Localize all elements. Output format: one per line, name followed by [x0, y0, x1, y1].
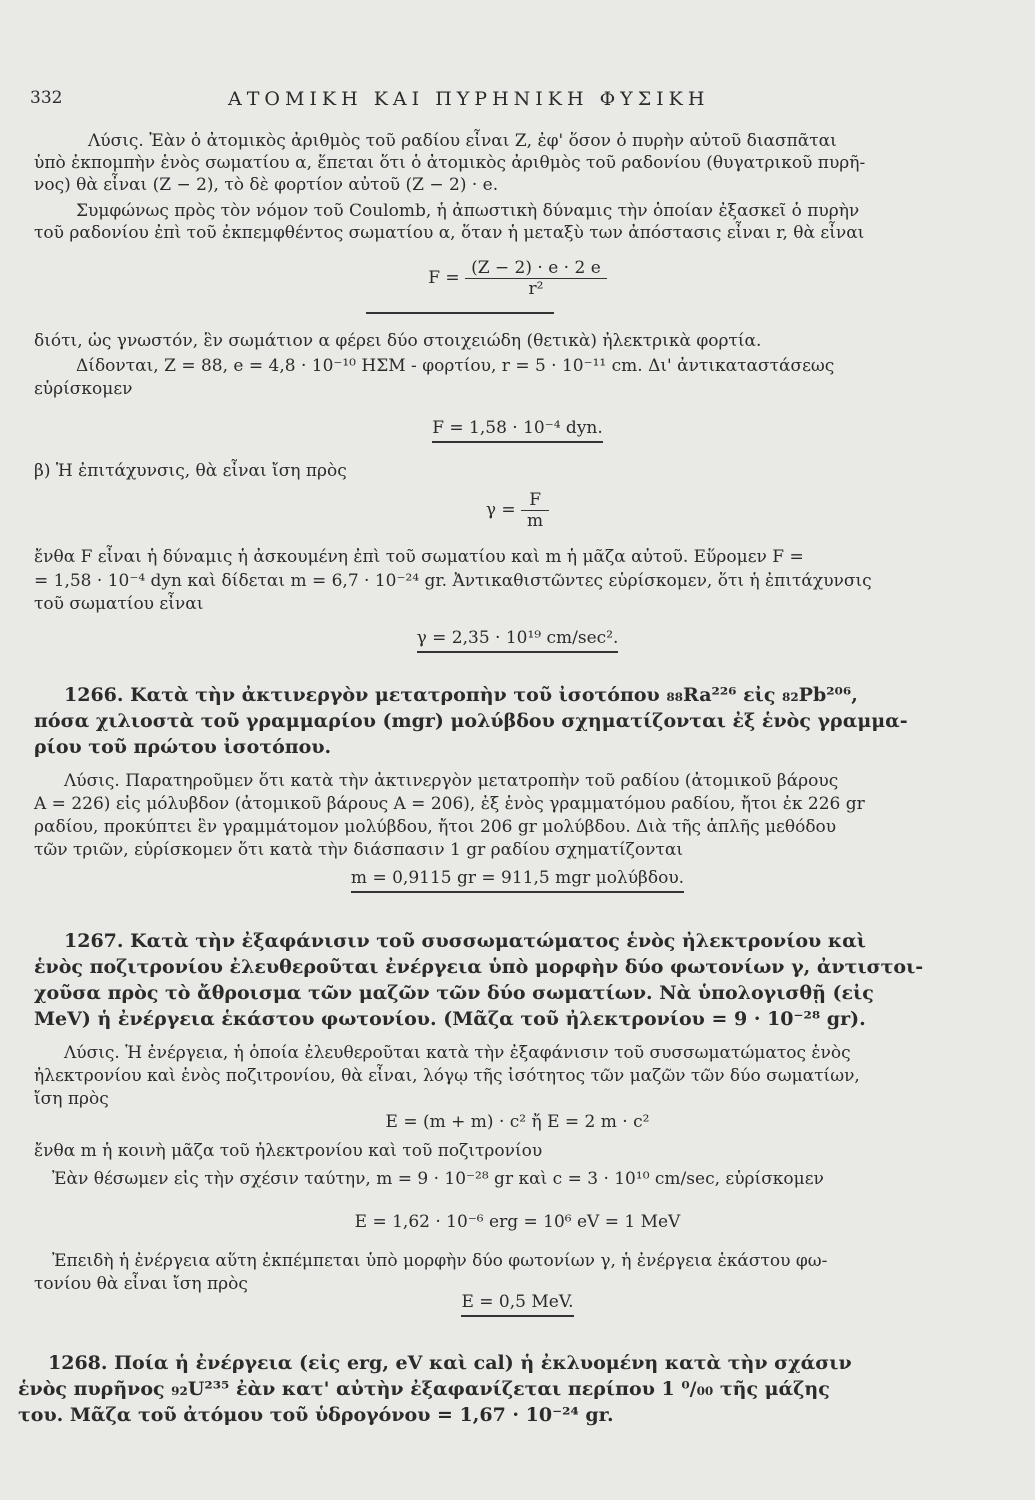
text-line: ἔνθα F εἶναι ἡ δύναμις ἡ ἀσκουμένη ἐπὶ τοῦ σωματίου καὶ m ἡ μᾶζα αὐτοῦ. Εὕρομεν F =: [34, 547, 804, 567]
text-line: τοῦ ραδονίου ἐπὶ τοῦ ἐκπεμφθέντος σωματίου α, ὅταν ἡ μεταξὺ των ἀπόστασις εἶναι r, θὰ εἶναι: [34, 223, 865, 243]
solution-1267-line: ἔνθα m ἡ κοινὴ μᾶζα τοῦ ἠλεκτρονίου καὶ τοῦ ποζιτρονίου: [34, 1141, 543, 1161]
text-line: διότι, ὡς γνωστόν, ἓν σωμάτιον α φέρει δύο στοιχειώδη (θετικὰ) ἠλεκτρικὰ φορτία.: [34, 331, 762, 351]
acceleration-equation: [0, 490, 1035, 531]
problem-1267-line: ἑνὸς ποζιτρονίου ἐλευθεροῦται ἐνέργεια ὑπὸ μορφὴν δύο φωτονίων γ, ἀντιστοι-: [34, 956, 924, 978]
problem-1268-line: 1268. Ποία ἡ ἐνέργεια (εἰς erg, eV καὶ cal) ἡ ἐκλυομένη κατὰ τὴν σχάσιν: [48, 1352, 852, 1374]
solution-1266-line: Α = 226) εἰς μόλυβδον (ἀτομικοῦ βάρους Α = 206), ἐξ ἑνὸς γραμματόμου ραδίου, ἤτοι ἐκ 226 gr: [34, 794, 865, 814]
solution-1267-line: ἴση πρὸς: [34, 1089, 109, 1109]
text-line: Συμφώνως πρὸς τὸν νόμον τοῦ Coulomb, ἡ ἀπωστικὴ δύναμις τὴν ὁποίαν ἐξασκεῖ ὁ πυρὴν: [76, 201, 860, 221]
coulomb-equation: [0, 258, 1035, 299]
equation-lhs: F =: [428, 268, 460, 288]
result-1266-text: m = 0,9115 gr = 911,5 mgr μολύβδου.: [351, 868, 684, 893]
problem-1266-line: 1266. Κατὰ τὴν ἀκτινεργὸν μετατροπὴν τοῦ ἰσοτόπου ₈₈Ra²²⁶ εἰς ₈₂Pb²⁰⁶,: [64, 684, 858, 706]
fraction: [521, 490, 549, 531]
energy-value-equation: E = 1,62 · 10⁻⁶ erg = 10⁶ eV = 1 MeV: [354, 1212, 681, 1232]
result-force: [0, 418, 1035, 443]
problem-1266-line: πόσα χιλιοστὰ τοῦ γραμμαρίου (mgr) μολύβδου σχηματίζονται ἐξ ἑνὸς γραμμα-: [34, 710, 908, 732]
equation-underline: [366, 312, 554, 314]
running-header: ΑΤΟΜΙΚΗ ΚΑΙ ΠΥΡΗΝΙΚΗ ΦΥΣΙΚΗ: [228, 88, 710, 110]
solution-1266-line: Λύσις. Παρατηροῦμεν ὅτι κατὰ τὴν ἀκτινεργὸν μετατροπὴν τοῦ ραδίου (ἀτομικοῦ βάρους: [64, 771, 839, 791]
solution-1267-line: Ἐπειδὴ ἡ ἐνέργεια αὕτη ἐκπέμπεται ὑπὸ μορφὴν δύο φωτονίων γ, ἡ ἐνέργεια ἑκάστου φω-: [52, 1251, 828, 1271]
page-number: 332: [30, 88, 63, 108]
solution-1267-line: Ἐὰν θέσωμεν εἰς τὴν σχέσιν ταύτην, m = 9 · 10⁻²⁸ gr καὶ c = 3 · 10¹⁰ cm/sec, εὑρίσκομεν: [52, 1169, 824, 1189]
text-line: νος) θὰ εἶναι (Ζ − 2), τὸ δὲ φορτίον αὐτοῦ (Ζ − 2) · e.: [34, 175, 499, 195]
result-acceleration-text: γ = 2,35 · 10¹⁹ cm/sec².: [417, 628, 619, 653]
text-line: εὑρίσκομεν: [34, 379, 133, 399]
result-acceleration: [0, 628, 1035, 653]
text-line: τοῦ σωματίου εἶναι: [34, 594, 204, 614]
fraction: [465, 258, 607, 299]
solution-1266-line: τῶν τριῶν, εὑρίσκομεν ὅτι κατὰ τὴν διάσπασιν 1 gr ραδίου σχηματίζονται: [34, 840, 684, 860]
text-line: Λύσις. Ἐὰν ὁ ἀτομικὸς ἀριθμὸς τοῦ ραδίου εἶναι Ζ, ἐφ' ὅσον ὁ πυρὴν αὐτοῦ διασπᾶται: [88, 131, 837, 151]
result-1266: [0, 868, 1035, 893]
result-1267-text: E = 0,5 MeV.: [461, 1292, 573, 1317]
equation-lhs: γ =: [485, 500, 516, 520]
problem-1267-line: χοῦσα πρὸς τὸ ἄθροισμα τῶν μαζῶν τῶν δύο σωματίων. Νὰ ὑπολογισθῇ (εἰς: [34, 982, 874, 1004]
result-force-text: F = 1,58 · 10⁻⁴ dyn.: [432, 418, 603, 443]
text-line: = 1,58 · 10⁻⁴ dyn καὶ δίδεται m = 6,7 · 10⁻²⁴ gr. Ἀντικαθιστῶντες εὑρίσκομεν, ὅτι ἡ ἐπιτάχυνσις: [34, 571, 872, 591]
result-1267: [0, 1292, 1035, 1317]
denominator: r²: [528, 279, 544, 299]
problem-1268-line: του. Μᾶζα τοῦ ἀτόμου τοῦ ὑδρογόνου = 1,67 · 10⁻²⁴ gr.: [18, 1404, 614, 1426]
text-line: β) Ἡ ἐπιτάχυνσις, θὰ εἶναι ἴση πρὸς: [34, 461, 347, 481]
energy-equation: E = (m + m) · c² ἤ E = 2 m · c²: [385, 1112, 650, 1132]
text-line: Δίδονται, Ζ = 88, e = 4,8 · 10⁻¹⁰ ΗΣΜ - φορτίου, r = 5 · 10⁻¹¹ cm. Δι' ἀντικαταστάσεως: [76, 356, 835, 376]
problem-1267-line: MeV) ἡ ἐνέργεια ἑκάστου φωτονίου. (Μᾶζα τοῦ ἠλεκτρονίου = 9 · 10⁻²⁸ gr).: [34, 1008, 866, 1030]
numerator: (Ζ − 2) · e · 2 e: [465, 258, 607, 279]
solution-1267-line: Λύσις. Ἡ ἐνέργεια, ἡ ὁποία ἐλευθεροῦται κατὰ τὴν ἐξαφάνισιν τοῦ συσσωματώματος ἑνὸς: [64, 1043, 851, 1063]
numerator: F: [521, 490, 549, 511]
problem-1266-line: ρίου τοῦ πρώτου ἰσοτόπου.: [34, 736, 332, 758]
problem-1267-line: 1267. Κατὰ τὴν ἐξαφάνισιν τοῦ συσσωματώματος ἑνὸς ἠλεκτρονίου καὶ: [64, 930, 866, 952]
problem-1268-line: ἑνὸς πυρῆνος ₉₂U²³⁵ ἐὰν κατ' αὐτὴν ἐξαφανίζεται περίπου 1 ⁰/₀₀ τῆς μάζης: [18, 1378, 830, 1400]
denominator: m: [527, 511, 544, 531]
text-line: ὑπὸ ἐκπομπὴν ἑνὸς σωματίου α, ἕπεται ὅτι ὁ ἀτομικὸς ἀριθμὸς τοῦ ραδονίου (θυγατρικοῦ πυρῆ-: [34, 153, 866, 173]
solution-1267-line: τονίου θὰ εἶναι ἴση πρὸς: [34, 1274, 248, 1294]
solution-1267-line: ἠλεκτρονίου καὶ ἑνὸς ποζιτρονίου, θὰ εἶναι, λόγῳ τῆς ἰσότητος τῶν μαζῶν τῶν δύο σωματίων,: [34, 1066, 860, 1086]
solution-1266-line: ραδίου, προκύπτει ἓν γραμμάτομον μολύβδου, ἤτοι 206 gr μολύβδου. Διὰ τῆς ἁπλῆς μεθόδου: [34, 817, 837, 837]
